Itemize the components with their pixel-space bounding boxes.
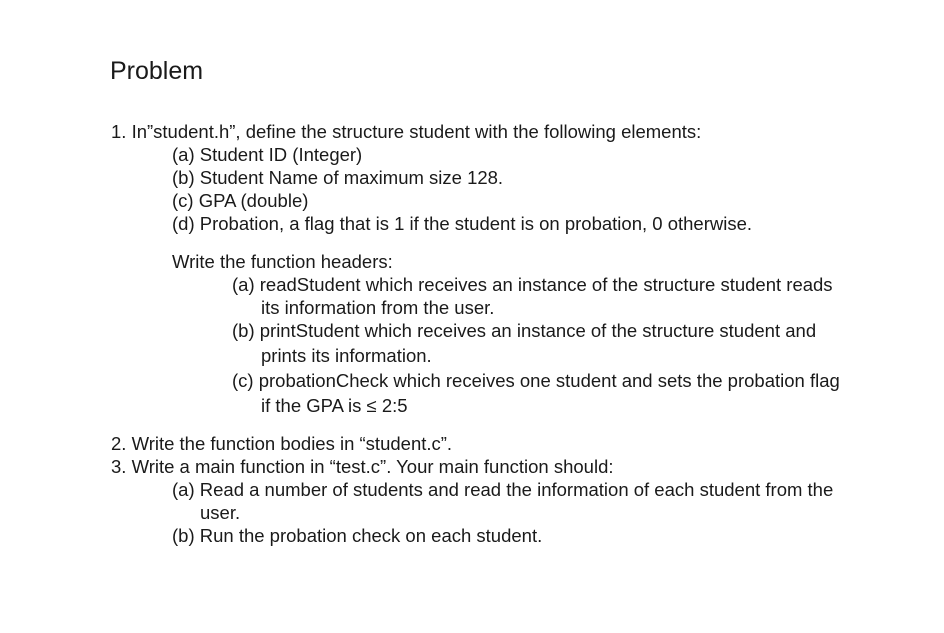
- page-title: Problem: [110, 57, 204, 85]
- element-d: (d) Probation, a flag that is 1 if the student is on probation, 0 otherwise.: [172, 213, 753, 234]
- item-2-text: 2. Write the function bodies in “student.c”.: [111, 433, 453, 454]
- header-a-line1: (a) readStudent which receives an instance of the structure student reads: [232, 274, 833, 295]
- element-c: (c) GPA (double): [172, 190, 309, 211]
- header-a-line2: its information from the user.: [261, 297, 495, 318]
- step-a-line2: user.: [200, 502, 241, 523]
- element-b: (b) Student Name of maximum size 128.: [172, 167, 504, 188]
- step-b-line1: (b) Run the probation check on each student.: [172, 525, 543, 546]
- item-1-text: 1. In”student.h”, define the structure student with the following elements:: [111, 121, 702, 142]
- header-c-line1: (c) probationCheck which receives one student and sets the probation flag: [232, 370, 840, 391]
- item-3-text: 3. Write a main function in “test.c”. Your main function should:: [111, 456, 614, 477]
- element-a: (a) Student ID (Integer): [172, 144, 363, 165]
- headers-intro: Write the function headers:: [172, 251, 393, 272]
- header-c-line2: if the GPA is ≤ 2:5: [261, 395, 408, 416]
- step-a-line1: (a) Read a number of students and read the information of each student from the: [172, 479, 834, 500]
- header-b-line2: prints its information.: [261, 345, 432, 366]
- header-b-line1: (b) printStudent which receives an instance of the structure student and: [232, 320, 817, 341]
